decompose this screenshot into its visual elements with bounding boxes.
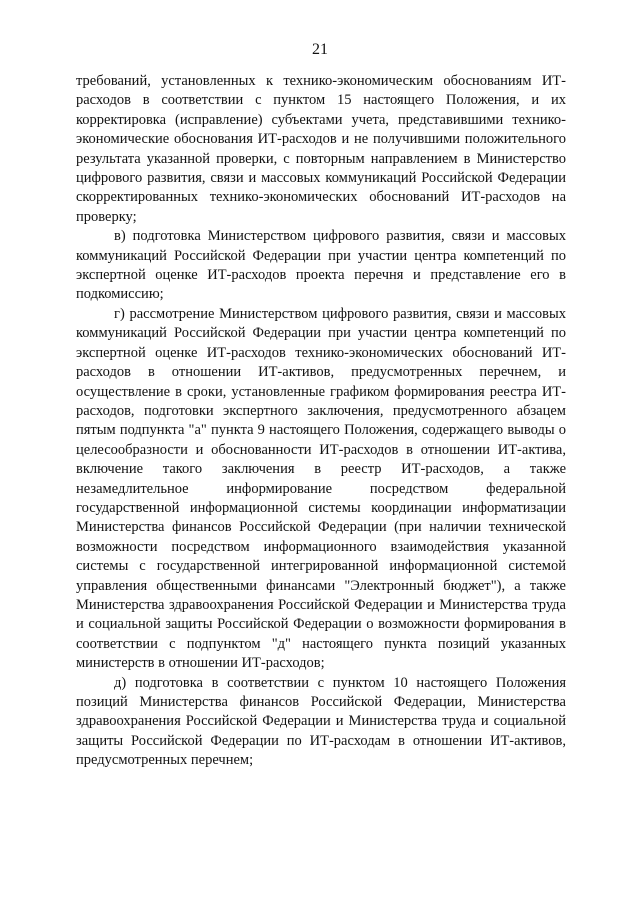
document-body [76,72,566,771]
paragraph-item-d: д) подготовка в соответствии с пунктом 10 настоящего Положения позиций Министерства финансов Российской Федерации, Министерства здравоохранения Российской Федерации и Министерства труда и социальной защиты Российской Федерации по ИТ-расходам в отношении ИТ-активов, предусмотренных перечнем; [76,674,566,769]
paragraph-continuation: требований, установленных к технико-экономическим обоснованиям ИТ-расходов в соответствии с пунктом 15 настоящего Положения, и их корректировка (исправление) субъектами учета, представившими технико-экономические обоснования ИТ-расходов и не получившими положительного результата указанной проверки, с повторным направлением в Министерство цифрового развития, связи и массовых коммуникаций Российской Федерации скорректированных технико-экономических обоснований ИТ-расходов на проверку; [76,73,566,225]
paragraph-item-v: в) подготовка Министерством цифрового развития, связи и массовых коммуникаций Российской Федерации при участии центра компетенций по экспертной оценке ИТ-расходов проекта перечня и представление его в подкомиссию; [76,228,566,303]
paragraph-item-g: г) рассмотрение Министерством цифрового развития, связи и массовых коммуникаций Российской Федерации при участии центра компетенций по экспертной оценке ИТ-расходов технико-экономических обоснований ИТ-расходов в отношении ИТ-активов, предусмотренных перечнем, и осуществление в сроки, установленные графиком формирования реестра ИТ-расходов, подготовки экспертного заключения, предусмотренного абзацем пятым подпункта "а" пункта 9 настоящего Положения, содержащего выводы о целесообразности и обоснованности ИТ-расходов в отношении ИТ-актива, включение такого заключения в реестр ИТ-расходов, а также незамедлительное информирование посредством федеральной государственной информационной системы координации информатизации Министерства финансов Российской Федерации (при наличии технической возможности посредством информационного взаимодействия указанной системы с государственной интегрированной информационной системой управления общественными финансами "Электронный бюджет"), а также Министерства здравоохранения Российской Федерации и Министерства труда и социальной защиты Российской Федерации о возможности формирования в соответствии с подпунктом "д" настоящего пункта позиций указанных министерств в отношении ИТ-расходов; [76,305,566,672]
page-number: 21 [312,41,328,58]
